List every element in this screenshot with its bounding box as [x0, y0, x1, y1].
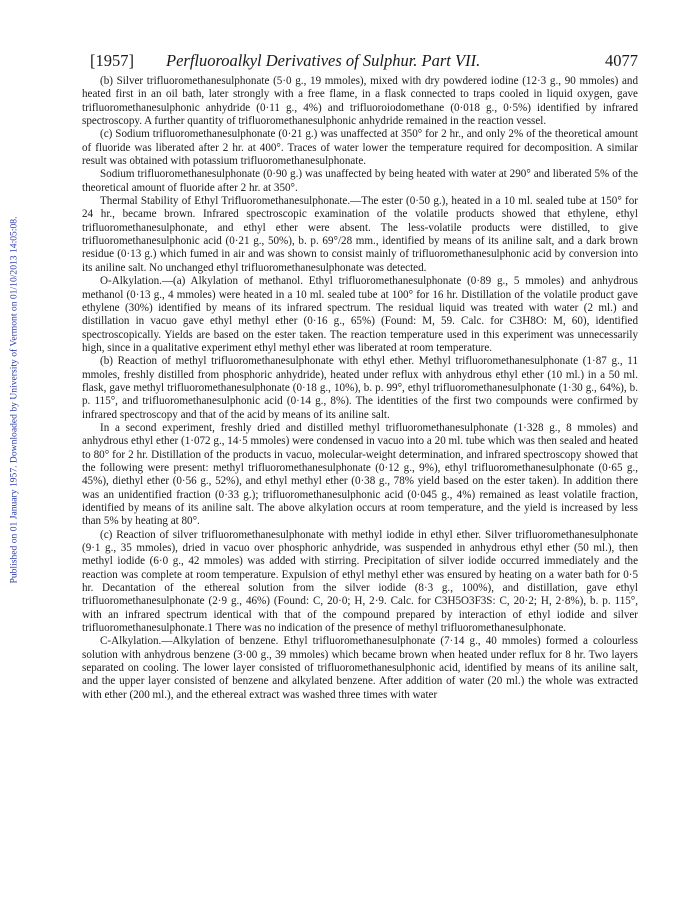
- paragraph-c-alkylation-benzene: C-Alkylation.—Alkylation of benzene. Ethyl trifluoromethanesulphonate (7·14 g., 40 mmoles) formed a colourless solution with anhydrous benzene (3·00 g., 39 mmoles) which became brown when heated under reflux for 8 hr. Two layers separated on cooling. The lower layer consisted of trifluoromethanesulphonic acid, identified by means of its aniline salt, and the upper layer consisted of benzene and alkylated benzene. After addition of water (20 ml.) the whole was extracted with ether (200 ml.), and the ethereal extract was washed three times with water: [82, 635, 638, 701]
- paragraph-sodium-water: Sodium trifluoromethanesulphonate (0·90 g.) was unaffected by being heated with water at 290° and liberated 5% of the theoretical amount of fluoride after 2 hr. at 350°.: [82, 168, 638, 194]
- running-header: [82, 51, 638, 71]
- paragraph-o-alkylation-methanol: O-Alkylation.—(a) Alkylation of methanol. Ethyl trifluoromethanesulphonate (0·89 g., 5 mmoles) and anhydrous methanol (0·13 g., 4 mmoles) were heated in a 10 ml. sealed tube at 100° for 16 hr. Distillation of the volatile product gave ethylene (30%) identified by means of its infrared spectrum. The residual liquid was treated with water (2 ml.) and distillation in vacuo gave ethyl methyl ether (0·16 g., 65%) (Found: M, 59. Calc. for C3H8O: M, 60), identified spectroscopically. Yields are based on the ester taken. The reaction temperature used in this experiment was unnecessarily high, since in a qualitative experiment ethyl methyl ether was liberated at room temperature.: [82, 275, 638, 354]
- header-year: [1957]: [90, 51, 134, 70]
- paragraph-second-experiment: In a second experiment, freshly dried and distilled methyl trifluoromethanesulphonate (1·328 g., 8 mmoles) and anhydrous ethyl ether (1·072 g., 14·5 mmoles) were condensed in vacuo into a 20 ml. tube which was then sealed and heated to 80° for 2 hr. Distillation of the products in vacuo, molecular-weight determination, and infrared spectroscopy showed that the following were present: methyl trifluoromethanesulphonate (0·12 g., 9%), ethyl trifluoromethanesulphonate (0·65 g., 45%), diethyl ether (0·56 g., 52%), and ethyl methyl ether (0·38 g., 78% yield based on the ester taken). In addition there was an unidentified fraction (0·33 g.); trifluoromethanesulphonic acid (0·045 g., 4%) remained as least volatile fraction, identified by means of its aniline salt. The above alkylation occurs at room temperature, and the yield is increased by less than 5% by heating at 80°.: [82, 421, 638, 528]
- download-notice-sidebar: [5, 150, 23, 650]
- paragraph-sodium-heating: (c) Sodium trifluoromethanesulphonate (0·21 g.) was unaffected at 350° for 2 hr., and only 2% of the theoretical amount of fluoride was liberated after 2 hr. at 400°. Traces of water lower the temperature required for decomposition. A similar result was obtained with potassium trifluoromethanesulphonate.: [82, 128, 638, 168]
- paragraph-thermal-stability: Thermal Stability of Ethyl Trifluoromethanesulphonate.—The ester (0·50 g.), heated in a 10 ml. sealed tube at 150° for 24 hr., became brown. Infrared spectroscopic examination of the volatile products showed that ethylene, ethyl trifluoromethanesulphonate, and ethyl ether were absent. The less-volatile products were distilled, to give trifluoromethanesulphonic acid (0·21 g., 50%), b. p. 69°/28 mm., identified by means of its aniline salt, and a dark brown residue (0·13 g.) which fumed in air and was shown to consist mainly of trifluoromethanesulphonic acid by conversion into its aniline salt. No unchanged ethyl trifluoromethanesulphonate was detected.: [82, 195, 638, 274]
- article-body: [82, 75, 638, 702]
- paragraph-silver-methyl-iodide: (c) Reaction of silver trifluoromethanesulphonate with methyl iodide in ethyl ether. Silver trifluoromethanesulphonate (9·1 g., 35 mmoles), dried in vacuo over phosphoric anhydride, was suspended in anhydrous ethyl ether (50 ml.), then methyl iodide (6·0 g., 42 mmoles) was added with stirring. Precipitation of silver iodide occurred immediately and the reaction was complete at room temperature. Expulsion of ethyl methyl ether was ensured by heating on a water bath for 0·5 hr. Decantation of the ethereal solution from the silver iodide (8·3 g., 100%), and distillation, gave ethyl trifluoromethanesulphonate (2·9 g., 46%) (Found: C, 20·0; H, 2·9. Calc. for C3H5O3F3S: C, 20·2; H, 2·8%), b. p. 115°, with an infrared spectrum identical with that of the compound prepared by interaction of ethyl iodide and silver trifluoromethanesulphonate.1 There was no indication of the presence of methyl trifluoromethanesulphonate.: [82, 528, 638, 635]
- header-title: Perfluoroalkyl Derivatives of Sulphur. Part VII.: [166, 51, 481, 70]
- download-notice-text: Published on 01 January 1957. Downloaded by University of Vermont on 01/10/2013 14:05:08.: [8, 216, 20, 584]
- paragraph-methyl-ester-ether: (b) Reaction of methyl trifluoromethanesulphonate with ethyl ether. Methyl trifluoromethanesulphonate (1·87 g., 11 mmoles, freshly distilled from phosphoric anhydride), heated under reflux with anhydrous ethyl ether (10 ml.) in a 50 ml. flask, gave methyl trifluoromethanesulphonate (0·18 g., 10%), b. p. 99°, ethyl trifluoromethanesulphonate (1·30 g., 64%), b. p. 115°, and trifluoromethanesulphonic acid (0·14 g., 8%). The identities of the first two compounds were confirmed by infrared spectroscopy and that of the acid by means of its aniline salt.: [82, 355, 638, 421]
- paragraph-silver-iodine: (b) Silver trifluoromethanesulphonate (5·0 g., 19 mmoles), mixed with dry powdered iodine (12·3 g., 90 mmoles) and heated first in an oil bath, later strongly with a free flame, in a flask connected to traps cooled in liquid oxygen, gave trifluoromethanesulphonic anhydride (0·11 g., 4%) and trifluoroiodomethane (0·018 g., 0·5%) identified by infrared spectroscopy. A further quantity of trifluoromethanesulphonic anhydride remained in the reaction vessel.: [82, 75, 638, 128]
- page-number: 4077: [605, 51, 638, 70]
